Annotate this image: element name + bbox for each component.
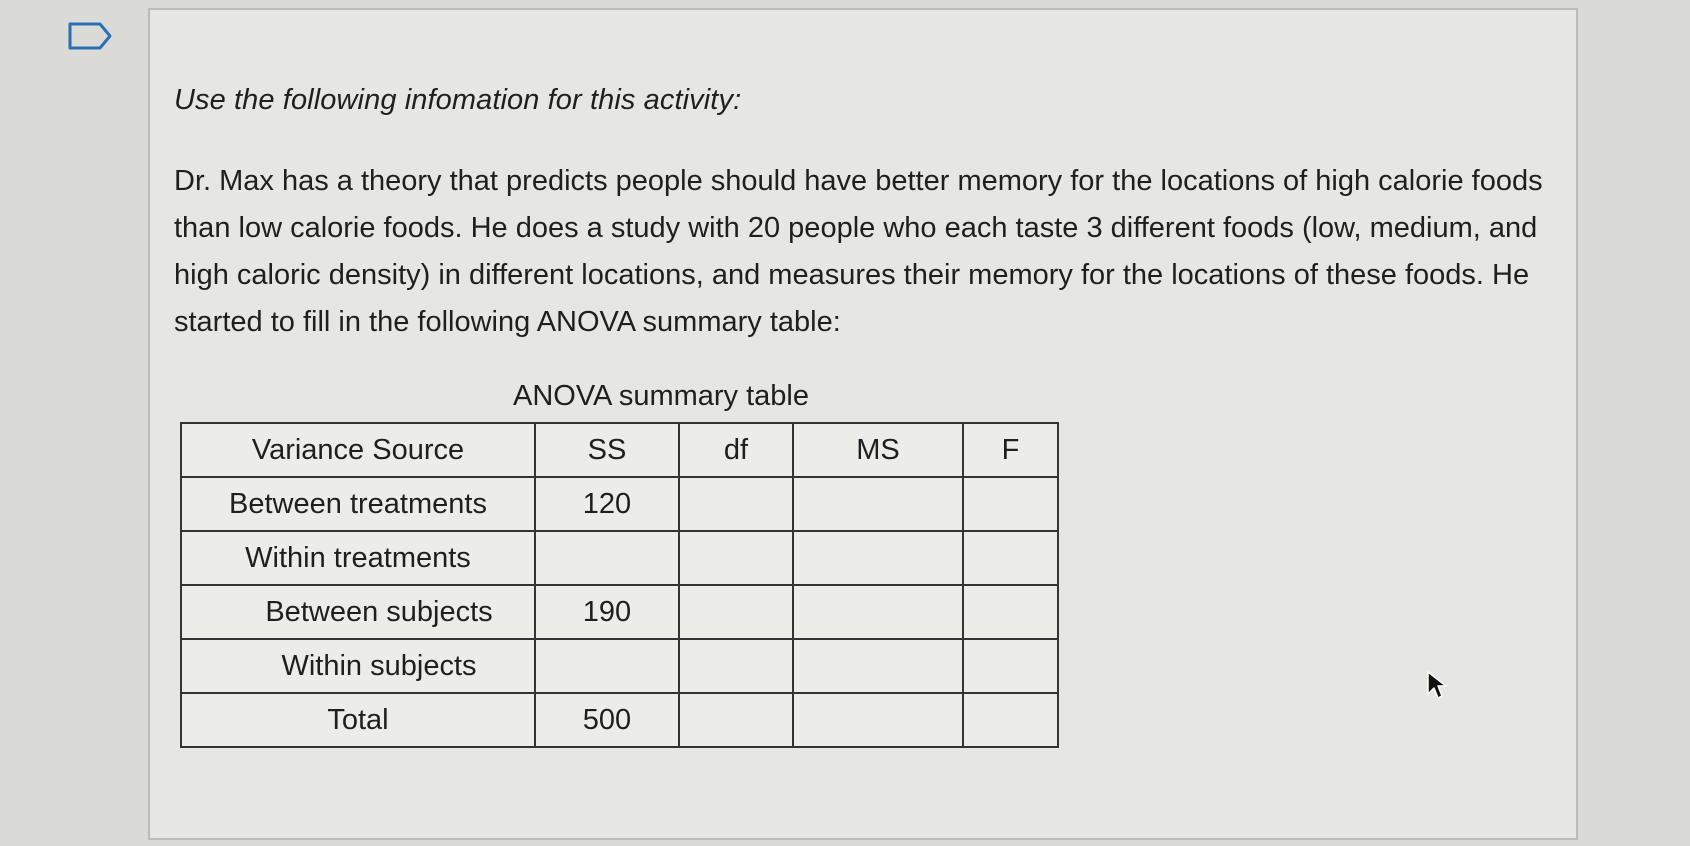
f-cell bbox=[963, 585, 1058, 639]
row-source-label: Within subjects bbox=[181, 639, 535, 693]
row-source-label: Between subjects bbox=[181, 585, 535, 639]
header-df: df bbox=[679, 423, 793, 477]
header-ss: SS bbox=[535, 423, 679, 477]
df-cell bbox=[679, 585, 793, 639]
table-row bbox=[181, 639, 1058, 693]
ss-cell: 120 bbox=[535, 477, 679, 531]
f-cell bbox=[963, 531, 1058, 585]
ms-cell bbox=[793, 531, 963, 585]
table-caption: ANOVA summary table bbox=[512, 380, 809, 412]
row-source-label: Total bbox=[181, 693, 535, 747]
ms-cell bbox=[793, 477, 963, 531]
ss-cell: 500 bbox=[535, 693, 679, 747]
ss-cell: 190 bbox=[535, 585, 679, 639]
bookmark-flag-icon[interactable] bbox=[66, 20, 114, 52]
ss-cell bbox=[535, 531, 679, 585]
df-cell bbox=[679, 639, 793, 693]
ms-cell bbox=[793, 639, 963, 693]
header-variance-source: Variance Source bbox=[181, 423, 535, 477]
f-cell bbox=[963, 477, 1058, 531]
ms-cell bbox=[793, 585, 963, 639]
mouse-pointer-icon bbox=[1426, 670, 1448, 700]
row-source-label: Between treatments bbox=[181, 477, 535, 531]
df-cell bbox=[679, 531, 793, 585]
intro-text: Use the following infomation for this activity: bbox=[174, 84, 742, 116]
table-row bbox=[181, 477, 1058, 531]
table-row bbox=[181, 693, 1058, 747]
activity-card bbox=[148, 8, 1578, 840]
anova-summary-table bbox=[180, 422, 1059, 748]
row-source-label: Within treatments bbox=[181, 531, 535, 585]
table-header-row bbox=[181, 423, 1058, 477]
table-row bbox=[181, 585, 1058, 639]
table-row bbox=[181, 531, 1058, 585]
header-ms: MS bbox=[793, 423, 963, 477]
header-f: F bbox=[963, 423, 1058, 477]
f-cell bbox=[963, 639, 1058, 693]
df-cell bbox=[679, 693, 793, 747]
df-cell bbox=[679, 477, 793, 531]
ms-cell bbox=[793, 693, 963, 747]
f-cell bbox=[963, 693, 1058, 747]
question-text: Dr. Max has a theory that predicts people should have better memory for the locations of high calorie foods than low calorie foods. He does a study with 20 people who each taste 3 different foods (low, medium, and high caloric density) in different locations, and measures their memory for the locations of these foods. He started to fill in the following ANOVA summary table: bbox=[174, 165, 1543, 338]
ss-cell bbox=[535, 639, 679, 693]
